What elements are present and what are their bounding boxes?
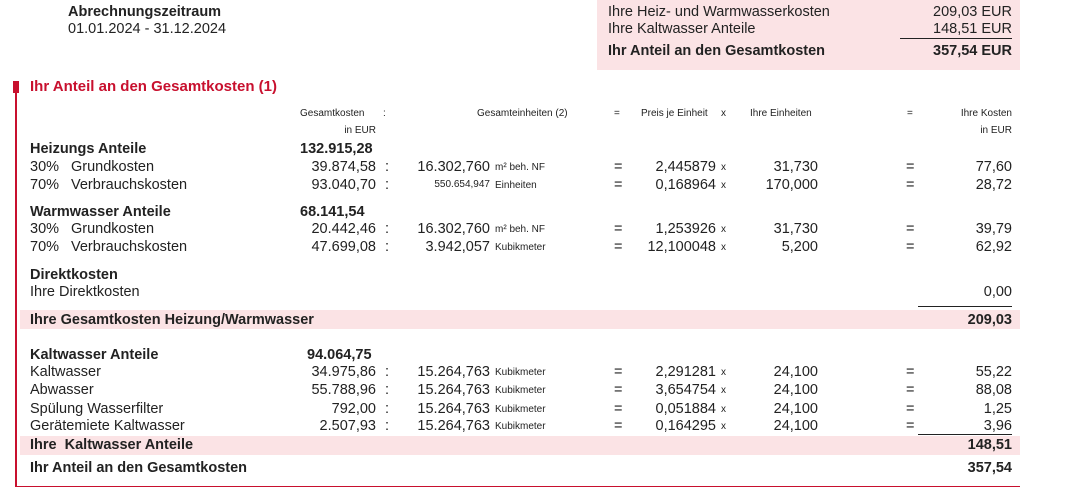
- heizung-row-2-cost: 93.040,70: [311, 177, 376, 193]
- kaltwasser-row-1-colon: :: [385, 364, 390, 380]
- heizung-row-1-label: Grundkosten: [71, 159, 155, 175]
- kaltwasser-row-4-times: x: [721, 421, 726, 432]
- warmwasser-row-2-units: 3.942,057: [425, 239, 490, 255]
- kaltwasser-row-1-result: 55,22: [975, 364, 1012, 380]
- kaltwasser-row-2-result: 88,08: [975, 382, 1012, 398]
- heizung-row-1-eq: =: [614, 159, 623, 175]
- heizung-row-2-result: 28,72: [975, 177, 1012, 193]
- kaltwasser-row-2-label: Abwasser: [30, 382, 94, 398]
- heizung-row-2-pct: 70%: [30, 177, 60, 193]
- kaltwasser-row-4-eq: =: [614, 418, 623, 434]
- section-title: Ihr Anteil an den Gesamtkosten (1): [30, 78, 277, 95]
- subtotal-heizung-label: Ihre Gesamtkosten Heizung/Warmwasser: [30, 312, 314, 328]
- col-eq2: =: [907, 108, 913, 119]
- summary-heating-label: Ihre Heiz- und Warmwasserkosten: [608, 4, 830, 20]
- warmwasser-row-2-result: 62,92: [975, 239, 1012, 255]
- kaltwasser-row-2-price: 3,654754: [655, 382, 716, 398]
- kaltwasser-row-1-unit-label: Kubikmeter: [495, 367, 546, 378]
- warmwasser-row-2-unit-label: Kubikmeter: [495, 242, 546, 253]
- heizung-row-2-eq: =: [614, 177, 623, 193]
- kaltwasser-row-3-eq: =: [614, 401, 623, 417]
- kaltwasser-row-3-eq2: =: [906, 401, 915, 417]
- kaltwasser-row-3-label: Spülung Wasserfilter: [30, 401, 164, 417]
- heizung-row-1-unit-label: m² beh. NF: [495, 162, 546, 173]
- warmwasser-row-2-cost: 47.699,08: [311, 239, 376, 255]
- kaltwasser-row-3-unit-label: Kubikmeter: [495, 404, 546, 415]
- kaltwasser-row-4-units: 15.264,763: [417, 418, 490, 434]
- subtotal-heizung-value: 209,03: [967, 312, 1012, 328]
- summary-divider: [900, 38, 1012, 39]
- warmwasser-row-2-own: 5,200: [781, 239, 818, 255]
- heizung-row-2-times: x: [721, 180, 726, 191]
- warmwasser-row-1-result: 39,79: [975, 221, 1012, 237]
- warmwasser-row-1-times: x: [721, 224, 726, 235]
- kaltwasser-row-4-eq2: =: [906, 418, 915, 434]
- heizung-row-1-own: 31,730: [773, 159, 818, 175]
- warmwasser-title: Warmwasser Anteile: [30, 204, 171, 220]
- col-ihre-einheiten: Ihre Einheiten: [750, 108, 812, 119]
- section-bottom-rule: [15, 486, 1020, 487]
- summary-heating-value: 209,03 EUR: [933, 4, 1012, 20]
- heizung-row-2-unit-label: Einheiten: [495, 180, 537, 191]
- warmwasser-row-1-eq: =: [614, 221, 623, 237]
- kaltwasser-row-3-cost: 792,00: [331, 401, 376, 417]
- warmwasser-row-1-unit-label: m² beh. NF: [495, 224, 546, 235]
- kaltwasser-row-1-units: 15.264,763: [417, 364, 490, 380]
- kaltwasser-row-4-label: Gerätemiete Kaltwasser: [30, 418, 185, 434]
- col-ihre-kosten-unit: in EUR: [980, 125, 1012, 136]
- heizung-row-2-units: 550.654,947: [434, 179, 490, 190]
- warmwasser-row-1-price: 1,253926: [655, 221, 716, 237]
- heizung-row-1-colon: :: [385, 159, 390, 175]
- heizung-row-1-eq2: =: [906, 159, 915, 175]
- summary-total-value: 357,54 EUR: [933, 43, 1012, 59]
- kaltwasser-row-4-own: 24,100: [773, 418, 818, 434]
- warmwasser-row-2-times: x: [721, 242, 726, 253]
- direkt-label: Ihre Direktkosten: [30, 284, 140, 300]
- grand-total-value: 357,54: [967, 460, 1012, 476]
- heizung-row-2-own: 170,000: [765, 177, 818, 193]
- kaltwasser-row-1-eq: =: [614, 364, 623, 380]
- warmwasser-row-1-label: Grundkosten: [71, 221, 155, 237]
- col-gesamtkosten: Gesamtkosten: [300, 108, 365, 119]
- direkt-title: Direktkosten: [30, 267, 118, 283]
- kaltwasser-row-2-times: x: [721, 385, 726, 396]
- col-preis: Preis je Einheit: [641, 108, 708, 119]
- col-times: x: [721, 108, 726, 119]
- kaltwasser-row-2-units: 15.264,763: [417, 382, 490, 398]
- kaltwasser-row-2-unit-label: Kubikmeter: [495, 385, 546, 396]
- col-eq: =: [614, 108, 620, 119]
- heizung-title: Heizungs Anteile: [30, 141, 147, 157]
- direkt-value: 0,00: [983, 284, 1012, 300]
- subtotal-kalt-label: Ihre Kaltwasser Anteile: [30, 437, 194, 453]
- heizung-row-1-times: x: [721, 162, 726, 173]
- kaltwasser-row-1-own: 24,100: [773, 364, 818, 380]
- kaltwasser-row-2-colon: :: [385, 382, 390, 398]
- heizung-total: 132.915,28: [300, 141, 373, 157]
- col-einheiten: Gesamteinheiten (2): [477, 108, 568, 119]
- kaltwasser-row-4-cost: 2.507,93: [319, 418, 376, 434]
- period-label: Abrechnungszeitraum: [68, 4, 222, 20]
- summary-total-label: Ihr Anteil an den Gesamtkosten: [608, 43, 826, 59]
- kaltwasser-row-4-price: 0,164295: [655, 418, 716, 434]
- kaltwasser-row-3-times: x: [721, 404, 726, 415]
- heizung-row-1-pct: 30%: [30, 159, 60, 175]
- kaltwasser-row-4-colon: :: [385, 418, 390, 434]
- kaltwasser-title: Kaltwasser Anteile: [30, 347, 159, 363]
- kaltwasser-row-4-unit-label: Kubikmeter: [495, 421, 546, 432]
- col-colon: :: [383, 108, 386, 119]
- warmwasser-row-1-pct: 30%: [30, 221, 60, 237]
- kaltwasser-row-2-eq: =: [614, 382, 623, 398]
- warmwasser-row-2-pct: 70%: [30, 239, 60, 255]
- heizung-row-2-eq2: =: [906, 177, 915, 193]
- subtotal-kalt-value: 148,51: [967, 437, 1012, 453]
- summary-coldwater-value: 148,51 EUR: [933, 21, 1012, 37]
- heizung-row-2-price: 0,168964: [655, 177, 716, 193]
- summary-coldwater-label: Ihre Kaltwasser Anteile: [608, 21, 756, 37]
- warmwasser-row-1-colon: :: [385, 221, 390, 237]
- heizung-row-1-units: 16.302,760: [417, 159, 490, 175]
- grand-total-label: Ihr Anteil an den Gesamtkosten: [30, 460, 248, 476]
- kaltwasser-row-1-price: 2,291281: [655, 364, 716, 380]
- warmwasser-row-2-colon: :: [385, 239, 390, 255]
- kaltwasser-row-3-price: 0,051884: [655, 401, 716, 417]
- kaltwasser-row-2-cost: 55.788,96: [311, 382, 376, 398]
- warmwasser-row-1-eq2: =: [906, 221, 915, 237]
- warmwasser-row-2-price: 12,100048: [647, 239, 716, 255]
- period-value: 01.01.2024 - 31.12.2024: [68, 21, 227, 37]
- section-rule: [15, 81, 17, 487]
- warmwasser-row-2-label: Verbrauchskosten: [71, 239, 188, 255]
- kaltwasser-row-4-result: 3,96: [983, 418, 1012, 434]
- warmwasser-row-1-units: 16.302,760: [417, 221, 490, 237]
- kaltwasser-row-3-result: 1,25: [983, 401, 1012, 417]
- kaltwasser-row-1-label: Kaltwasser: [30, 364, 101, 380]
- direkt-divider: [918, 306, 1012, 307]
- kaltwasser-total: 94.064,75: [307, 347, 372, 363]
- kaltwasser-row-3-units: 15.264,763: [417, 401, 490, 417]
- kaltwasser-row-1-times: x: [721, 367, 726, 378]
- warmwasser-row-1-cost: 20.442,46: [311, 221, 376, 237]
- kaltwasser-row-1-eq2: =: [906, 364, 915, 380]
- warmwasser-row-2-eq: =: [614, 239, 623, 255]
- kaltwasser-row-3-own: 24,100: [773, 401, 818, 417]
- heizung-row-1-cost: 39.874,58: [311, 159, 376, 175]
- kaltwasser-row-2-eq2: =: [906, 382, 915, 398]
- heizung-row-1-price: 2,445879: [655, 159, 716, 175]
- kaltwasser-row-2-own: 24,100: [773, 382, 818, 398]
- heizung-row-2-colon: :: [385, 177, 390, 193]
- heizung-row-1-result: 77,60: [975, 159, 1012, 175]
- heizung-row-2-label: Verbrauchskosten: [71, 177, 188, 193]
- warmwasser-row-1-own: 31,730: [773, 221, 818, 237]
- kaltwasser-row-3-colon: :: [385, 401, 390, 417]
- warmwasser-row-2-eq2: =: [906, 239, 915, 255]
- kaltwasser-divider: [918, 434, 1012, 435]
- kaltwasser-row-1-cost: 34.975,86: [311, 364, 376, 380]
- col-in-eur: in EUR: [344, 125, 376, 136]
- col-ihre-kosten: Ihre Kosten: [960, 108, 1012, 119]
- warmwasser-total: 68.141,54: [300, 204, 365, 220]
